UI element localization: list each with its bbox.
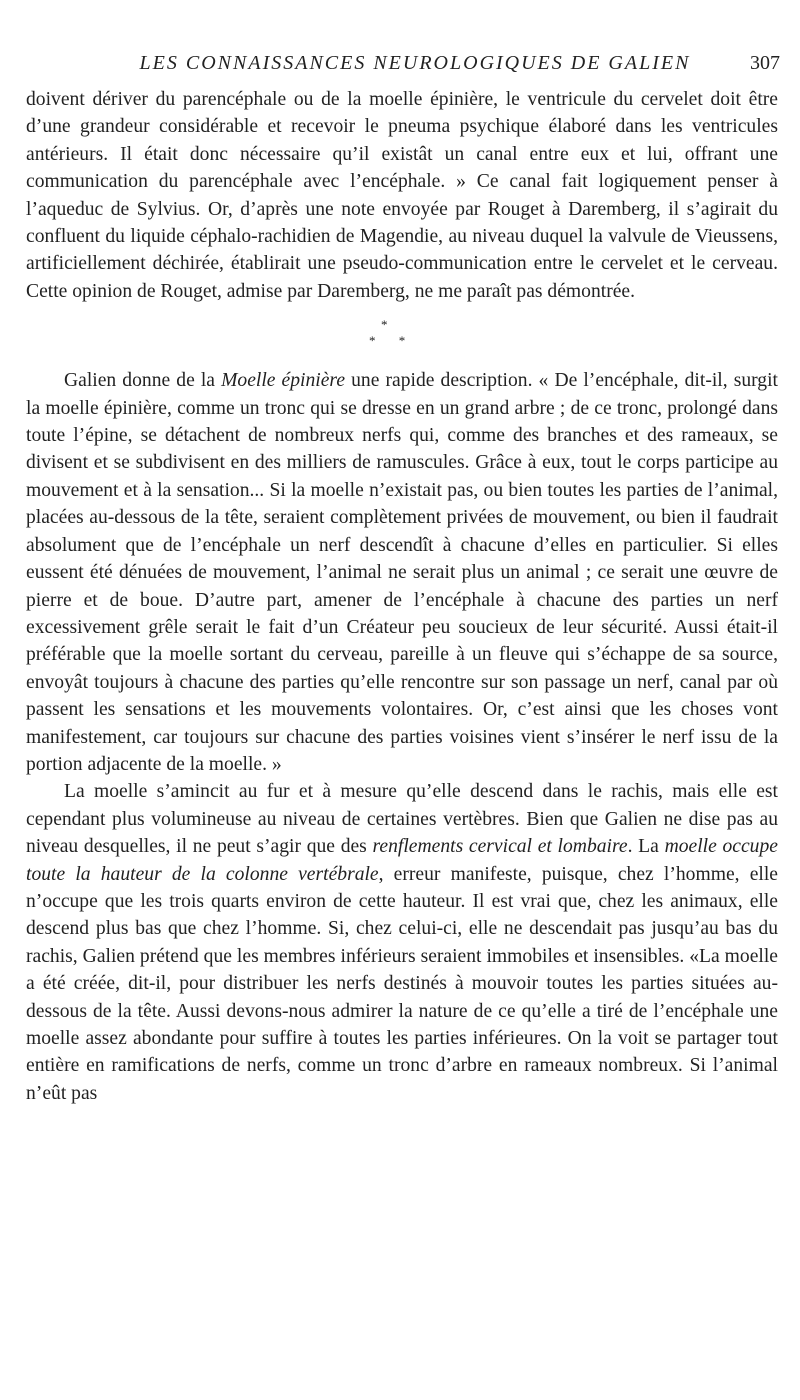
italic-term: renflements cervical et lombaire — [372, 836, 628, 858]
paragraph-text: Galien donne de la — [64, 370, 222, 392]
paragraph-spinal-cord — [26, 367, 778, 778]
italic-term: moelle occupe toute la hauteur de la colonne vertébrale — [26, 836, 778, 885]
paragraph-text: une rapide description. « De l’encéphale, dit-il, surgit la moelle épinière, comme un tronc qui se dresse en un grand arbre ; de ce tronc, prolongé dans toute l’épine, se détachent de nombreux nerfs qui, comme des branches et des rameaux, se divisent et se subdivisent en des milliers de ramuscules. Grâce à eux, tout le corps participe au mouvement et à la sensation... Si la moelle n’existait pas, ou bien toutes les parties de l’animal, placées au-dessous de la tête, seraient complètement privées de mouvement, ou bien il faudrait absolument que de l’encéphale un nerf descendît à chacune d’elles en particulier. Si elles eussent été dénuées de mouvement, l’animal ne serait plus un animal ; ce serait une œuvre de pierre et de boue. D’autre part, amener de l’encéphale à chacune des parties un nerf excessivement grêle serait le fait d’un Créateur peu soucieux de leur sécurité. Aussi était-il préférable que la moelle sortant du cerveau, pareille à un fleuve qui s’échappe de sa source, envoyât toujours à chacune des parties qu’elle rencontre sur son passage un nerf, canal par où passent les sensations et les mouvements volontaires. Or, c’est ainsi que les choses vont manifestement, car toujours sur chacune des parties voisines vient s’insérer le nerf issu de la portion adjacente de la moelle. » — [26, 370, 778, 775]
running-head — [50, 52, 780, 82]
running-title: LES CONNAISSANCES NEUROLOGIQUES DE GALIEN — [139, 52, 691, 74]
separator-star-top: * — [381, 317, 388, 333]
paragraph-continued: doivent dériver du parencéphale ou de la moelle épinière, le ventricule du cervelet doit être d’une grandeur considérable et recevoir le pneuma psychique élaboré dans les ventricules antérieurs. Il était donc nécessaire qu’il existât un canal entre eux et lui, offrant une communication du parencéphale avec l’encéphale. » Ce canal fait logiquement penser à l’aqueduc de Sylvius. Or, d’après une note envoyée par Rouget à Daremberg, il s’agirait du confluent du liquide céphalo-rachidien de Magendie, au niveau duquel la valvule de Vieussens, artificiellement déchirée, établirait une pseudo-communication entre le cervelet et le cerveau. Cette opinion de Rouget, admise par Daremberg, ne me paraît pas démontrée. — [26, 89, 778, 302]
paragraph-text: . La — [627, 836, 665, 858]
section-separator — [26, 305, 778, 367]
separator-stars-bottom: * * — [369, 333, 416, 349]
paragraph-text: La moelle s’amincit au fur et à mesure qu’elle descend dans le rachis, mais elle est cependant plus volumineuse au niveau de certaines vertèbres. Bien que Galien ne dise pas au niveau desquelles, il ne peut s’agir que des — [26, 781, 778, 858]
page-number: 307 — [750, 52, 780, 74]
paragraph-text: , erreur manifeste, puisque, chez l’homme, elle n’occupe que les trois quarts environ de cette hauteur. Il est vrai que, chez les animaux, elle descend plus bas que chez l’homme. Si, chez celui-ci, elle ne descendait pas jusqu’au bas du rachis, Galien prétend que les membres inférieurs seraient immobiles et insensibles. «La moelle a été créée, dit-il, pour distribuer les nerfs destinés à mouvoir toutes les parties situées au-dessous de la tête. Aussi devons-nous admirer la nature de ce qu’elle a tiré de l’encéphale une moelle assez abondante pour suffire à toutes les parties inférieures. On la voit se partager tout entière en ramifications de nerfs, comme un tronc d’arbre en rameaux nombreux. Si l’animal n’eût pas — [26, 863, 778, 1104]
body-text — [26, 86, 778, 1107]
paragraph-spinal-cord-shape — [26, 778, 778, 1107]
italic-term: Moelle épinière — [221, 370, 346, 392]
